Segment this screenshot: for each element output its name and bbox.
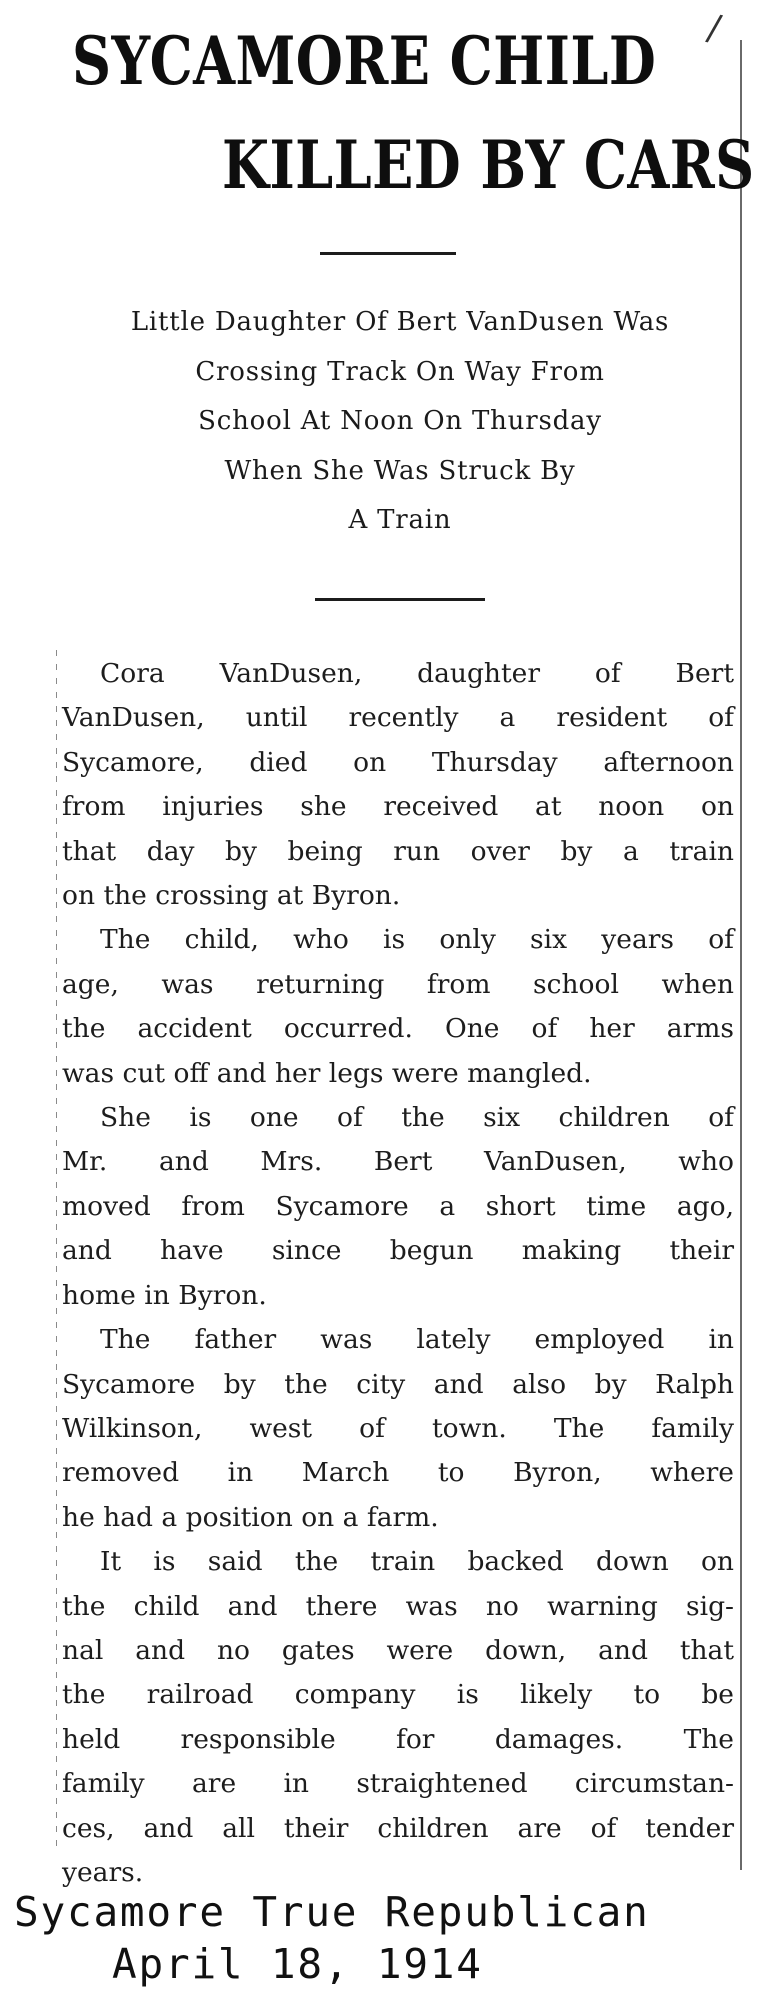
article-paragraph bbox=[62, 1096, 734, 1318]
deck-line: When She Was Struck By bbox=[224, 455, 576, 486]
headline-line-2: KILLED BY CARS bbox=[222, 126, 755, 204]
deck-line: Little Daughter Of Bert VanDusen Was bbox=[130, 307, 670, 337]
article-line: on the crossing at Byron. bbox=[62, 880, 401, 912]
article-line: from injuries she received at noon on bbox=[62, 791, 734, 823]
article-line: It is said the train backed down on bbox=[100, 1546, 734, 1578]
article-line: removed in March to Byron, where bbox=[62, 1457, 734, 1489]
article-line: The child, who is only six years of bbox=[100, 924, 734, 956]
article-line: Mr. and Mrs. Bert VanDusen, who bbox=[62, 1146, 734, 1178]
article-line: the child and there was no warning sig- bbox=[62, 1590, 734, 1622]
deck-line: School At Noon On Thursday bbox=[198, 406, 602, 436]
article-line: years. bbox=[62, 1856, 144, 1888]
article-line: Sycamore by the city and also by Ralph bbox=[62, 1368, 734, 1400]
article-line: and have since begun making their bbox=[62, 1235, 734, 1267]
article-paragraph bbox=[62, 1318, 734, 1540]
article-line: moved from Sycamore a short time ago, bbox=[62, 1190, 734, 1222]
column-rule-right bbox=[740, 40, 742, 1870]
article-paragraph bbox=[62, 1540, 734, 1895]
publication-date: April 18, 1914 bbox=[112, 1940, 483, 1988]
article-paragraph bbox=[62, 918, 734, 1096]
article-line: that day by being run over by a train bbox=[62, 835, 734, 867]
article-line: VanDusen, until recently a resident of bbox=[62, 702, 734, 734]
article-line: ces, and all their children are of tender bbox=[62, 1812, 734, 1844]
deck-line: Crossing Track On Way From bbox=[195, 356, 605, 387]
column-rule-left bbox=[56, 650, 57, 1850]
article-line: home in Byron. bbox=[62, 1279, 267, 1311]
headline-line-1: SYCAMORE CHILD bbox=[72, 22, 657, 100]
article-line: Wilkinson, west of town. The family bbox=[62, 1412, 734, 1444]
headline-divider bbox=[320, 252, 456, 255]
article-line: Sycamore, died on Thursday afternoon bbox=[62, 746, 734, 778]
article-line: he had a position on a farm. bbox=[62, 1501, 439, 1533]
article-line: held responsible for damages. The bbox=[62, 1723, 734, 1755]
article-paragraph bbox=[62, 652, 734, 918]
source-citation bbox=[14, 1886, 771, 1990]
article-line: The father was lately employed in bbox=[100, 1324, 734, 1356]
article-line: nal and no gates were down, and that bbox=[62, 1634, 734, 1666]
article-line: the railroad company is likely to be bbox=[62, 1679, 734, 1711]
publication-name: Sycamore True Republican bbox=[14, 1888, 650, 1936]
article-line: was cut off and her legs were mangled. bbox=[62, 1057, 592, 1089]
check-mark-icon: / bbox=[703, 7, 725, 50]
article-line: family are in straightened circumstan- bbox=[62, 1768, 734, 1800]
article-line: She is one of the six children of bbox=[100, 1102, 734, 1134]
deck-line: A Train bbox=[348, 505, 452, 535]
deck-divider bbox=[315, 598, 485, 601]
article-line: Cora VanDusen, daughter of Bert bbox=[100, 658, 734, 689]
article-line: the accident occurred. One of her arms bbox=[62, 1013, 734, 1045]
article-line: age, was returning from school when bbox=[62, 968, 734, 1000]
article-body bbox=[62, 652, 734, 1895]
subheadline-deck bbox=[60, 298, 740, 546]
